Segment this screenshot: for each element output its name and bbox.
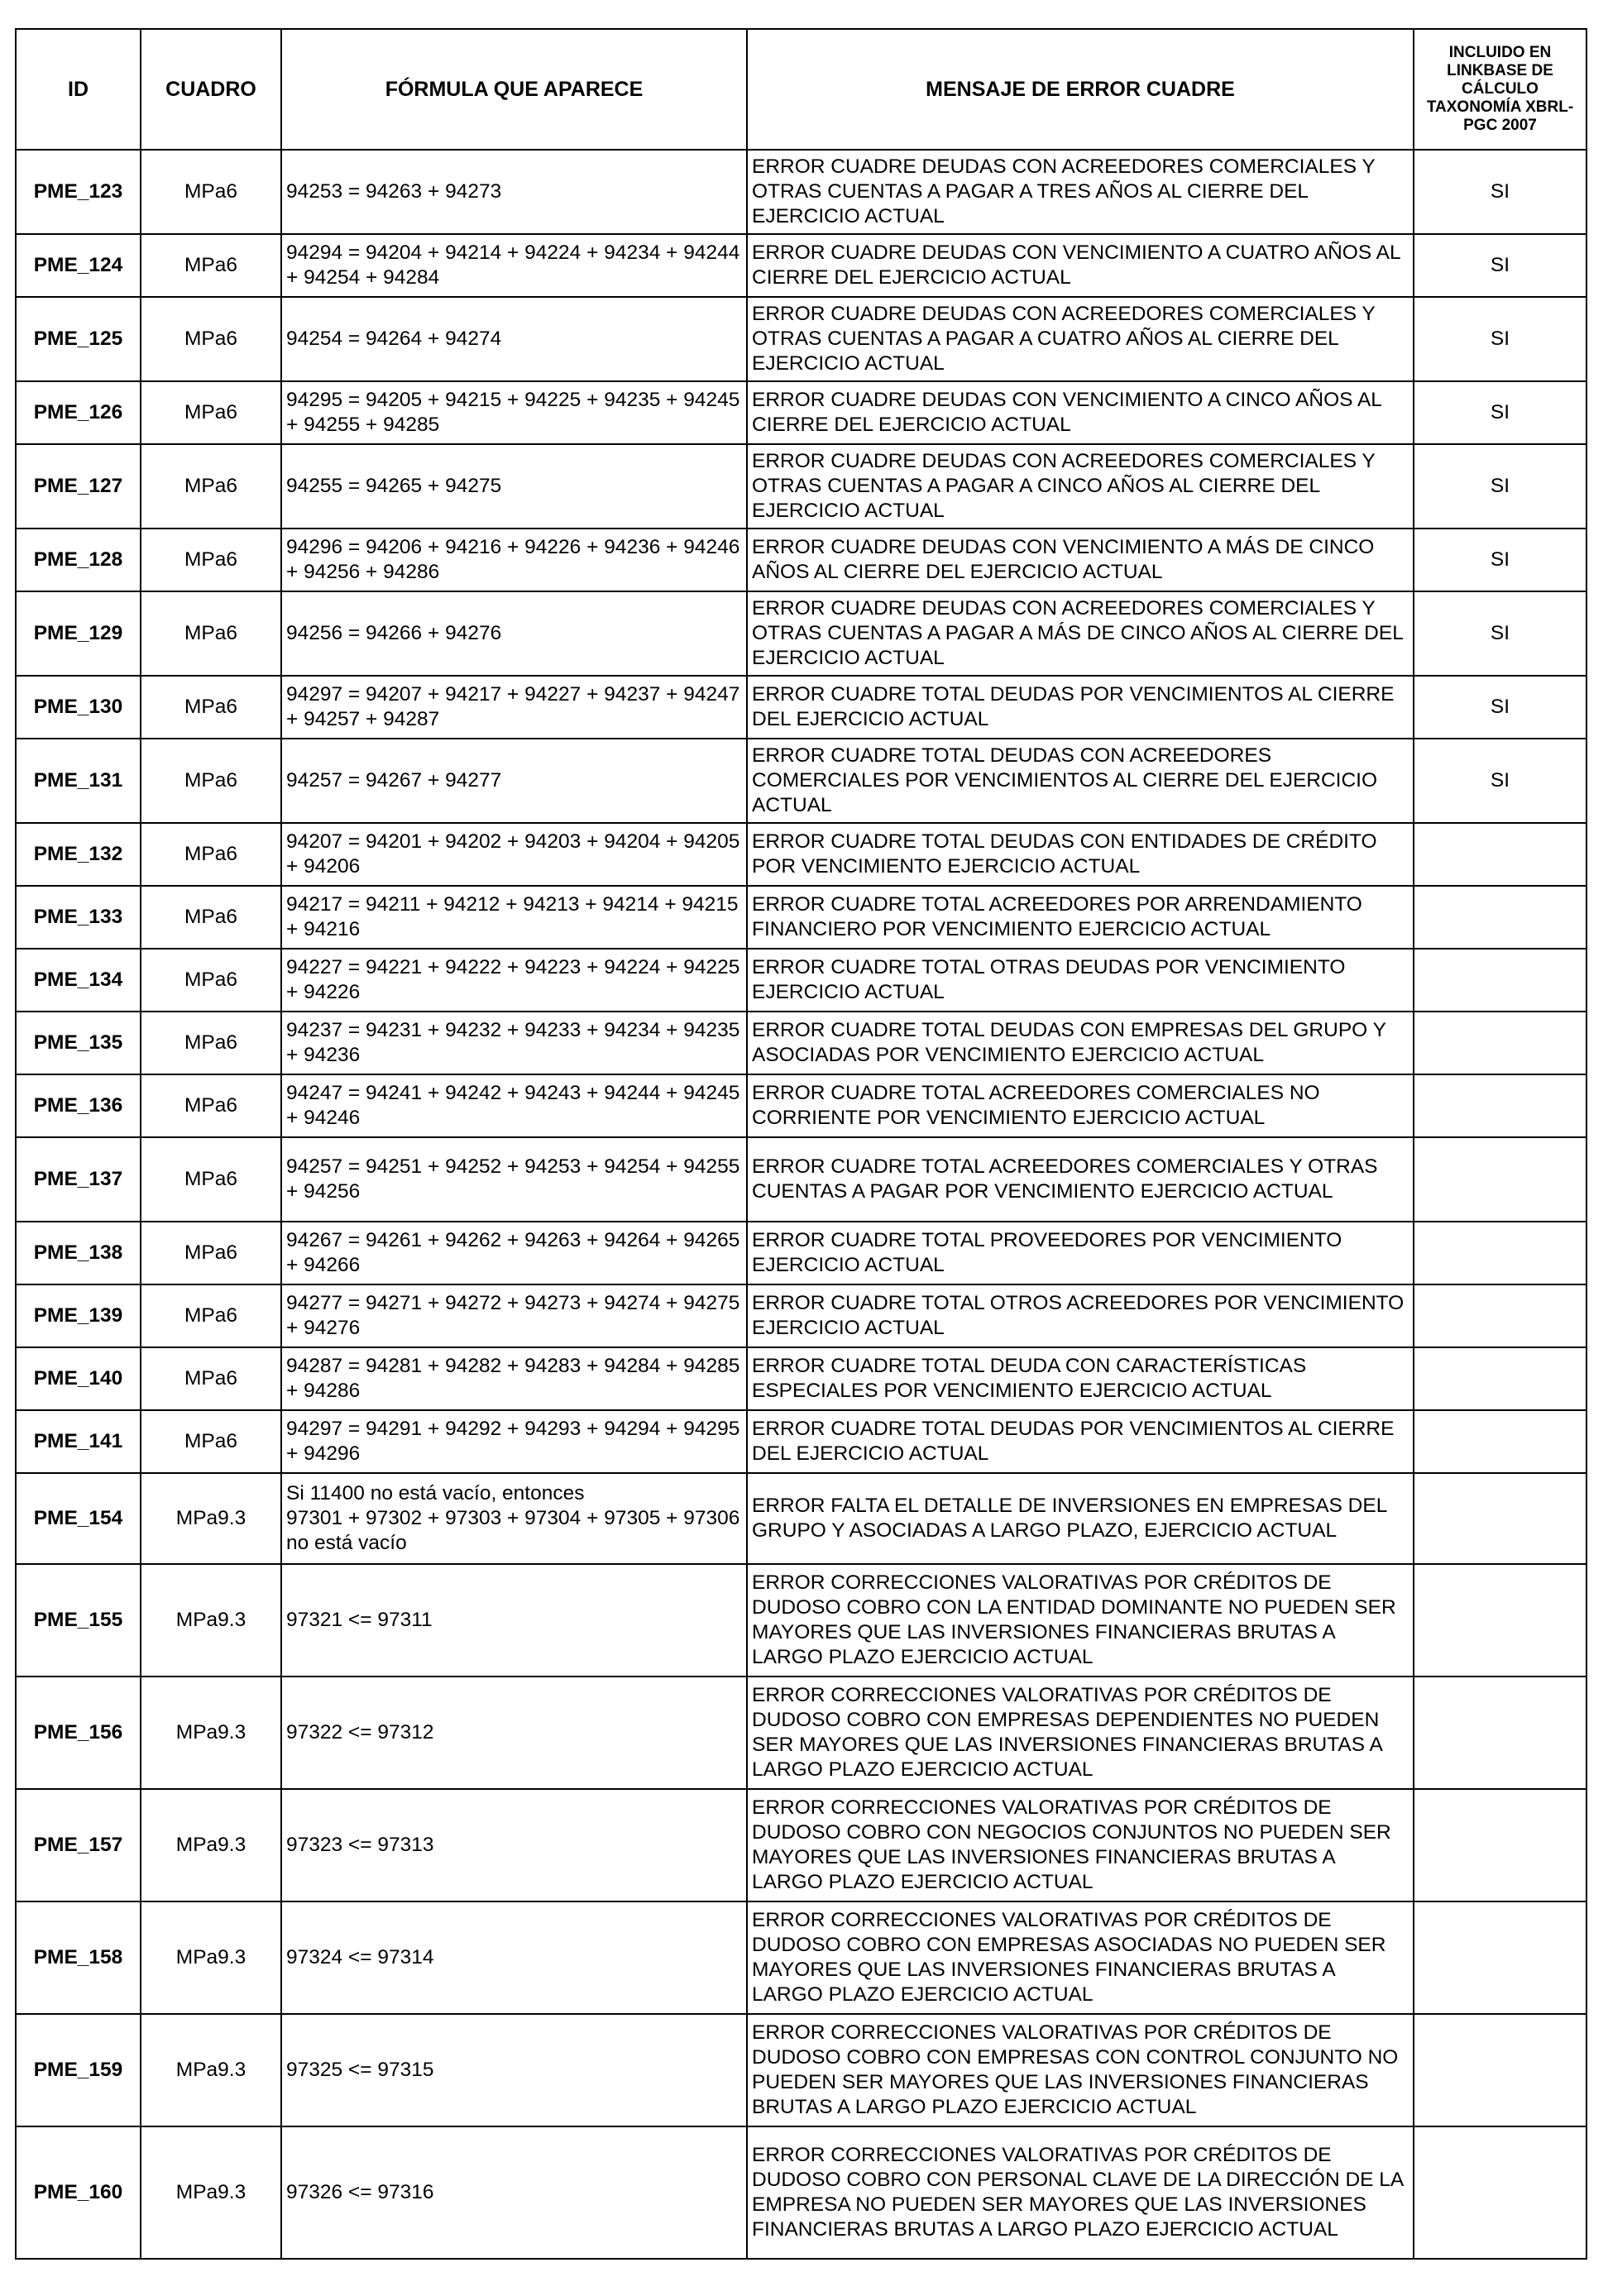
cell-id: PME_134 xyxy=(16,949,141,1012)
cell-incluido: SI xyxy=(1414,739,1586,823)
cell-mensaje: ERROR CUADRE DEUDAS CON VENCIMIENTO A CUATRO AÑOS AL CIERRE DEL EJERCICIO ACTUAL xyxy=(747,234,1414,297)
cell-cuadro: MPa9.3 xyxy=(141,1901,281,2014)
cell-incluido xyxy=(1414,1677,1586,1789)
cell-cuadro: MPa6 xyxy=(141,1074,281,1137)
cell-id: PME_123 xyxy=(16,150,141,234)
cell-cuadro: MPa6 xyxy=(141,823,281,886)
cell-mensaje: ERROR CORRECCIONES VALORATIVAS POR CRÉDITOS DE DUDOSO COBRO CON NEGOCIOS CONJUNTOS NO PUEDEN SER MAYORES QUE LAS INVERSIONES FINANCIERAS BRUTAS A LARGO PLAZO EJERCICIO ACTUAL xyxy=(747,1789,1414,1901)
cell-mensaje: ERROR CUADRE TOTAL DEUDA CON CARACTERÍSTICAS ESPECIALES POR VENCIMIENTO EJERCICIO ACTUAL xyxy=(747,1347,1414,1410)
cell-id: PME_124 xyxy=(16,234,141,297)
cell-formula: 94247 = 94241 + 94242 + 94243 + 94244 + 94245 + 94246 xyxy=(281,1074,747,1137)
table-row xyxy=(16,1473,1586,1564)
header-cuadro: CUADRO xyxy=(141,29,281,150)
cell-formula: 97326 <= 97316 xyxy=(281,2126,747,2259)
cell-incluido xyxy=(1414,949,1586,1012)
cell-incluido xyxy=(1414,1410,1586,1473)
cell-formula: 94277 = 94271 + 94272 + 94273 + 94274 + 94275 + 94276 xyxy=(281,1284,747,1347)
header-mensaje: MENSAJE DE ERROR CUADRE xyxy=(747,29,1414,150)
header-formula: FÓRMULA QUE APARECE xyxy=(281,29,747,150)
cell-mensaje: ERROR CORRECCIONES VALORATIVAS POR CRÉDITOS DE DUDOSO COBRO CON EMPRESAS DEPENDIENTES NO PUEDEN SER MAYORES QUE LAS INVERSIONES FINANCIERAS BRUTAS A LARGO PLAZO EJERCICIO ACTUAL xyxy=(747,1677,1414,1789)
cell-id: PME_160 xyxy=(16,2126,141,2259)
cell-cuadro: MPa6 xyxy=(141,949,281,1012)
cell-mensaje: ERROR CUADRE DEUDAS CON VENCIMIENTO A MÁS DE CINCO AÑOS AL CIERRE DEL EJERCICIO ACTUAL xyxy=(747,529,1414,591)
cell-formula: 94296 = 94206 + 94216 + 94226 + 94236 + 94246 + 94256 + 94286 xyxy=(281,529,747,591)
cell-formula: Si 11400 no está vacío, entonces 97301 + 97302 + 97303 + 97304 + 97305 + 97306 no está vacío xyxy=(281,1473,747,1564)
cell-cuadro: MPa6 xyxy=(141,150,281,234)
cell-mensaje: ERROR CUADRE DEUDAS CON ACREEDORES COMERCIALES Y OTRAS CUENTAS A PAGAR A TRES AÑOS AL CIERRE DEL EJERCICIO ACTUAL xyxy=(747,150,1414,234)
header-row xyxy=(16,29,1586,150)
table-row xyxy=(16,1789,1586,1901)
cell-incluido: SI xyxy=(1414,529,1586,591)
cell-incluido: SI xyxy=(1414,297,1586,381)
table-row xyxy=(16,739,1586,823)
table-row xyxy=(16,2126,1586,2259)
cell-formula: 94237 = 94231 + 94232 + 94233 + 94234 + 94235 + 94236 xyxy=(281,1012,747,1074)
cell-mensaje: ERROR FALTA EL DETALLE DE INVERSIONES EN EMPRESAS DEL GRUPO Y ASOCIADAS A LARGO PLAZO, EJERCICIO ACTUAL xyxy=(747,1473,1414,1564)
cell-id: PME_157 xyxy=(16,1789,141,1901)
cell-mensaje: ERROR CUADRE TOTAL ACREEDORES COMERCIALES NO CORRIENTE POR VENCIMIENTO EJERCICIO ACTUAL xyxy=(747,1074,1414,1137)
cell-incluido: SI xyxy=(1414,234,1586,297)
cell-formula: 94207 = 94201 + 94202 + 94203 + 94204 + 94205 + 94206 xyxy=(281,823,747,886)
table-row xyxy=(16,150,1586,234)
cell-cuadro: MPa6 xyxy=(141,886,281,949)
cell-formula: 94295 = 94205 + 94215 + 94225 + 94235 + 94245 + 94255 + 94285 xyxy=(281,381,747,444)
cell-id: PME_130 xyxy=(16,676,141,739)
cell-formula: 97321 <= 97311 xyxy=(281,1564,747,1677)
table-row xyxy=(16,1222,1586,1284)
cell-mensaje: ERROR CUADRE TOTAL ACREEDORES POR ARRENDAMIENTO FINANCIERO POR VENCIMIENTO EJERCICIO ACTUAL xyxy=(747,886,1414,949)
cell-formula: 94257 = 94251 + 94252 + 94253 + 94254 + 94255 + 94256 xyxy=(281,1137,747,1222)
cell-cuadro: MPa6 xyxy=(141,739,281,823)
cell-mensaje: ERROR CORRECCIONES VALORATIVAS POR CRÉDITOS DE DUDOSO COBRO CON EMPRESAS ASOCIADAS NO PUEDEN SER MAYORES QUE LAS INVERSIONES FINANCIERAS BRUTAS A LARGO PLAZO EJERCICIO ACTUAL xyxy=(747,1901,1414,2014)
cell-mensaje: ERROR CUADRE TOTAL DEUDAS CON ACREEDORES COMERCIALES POR VENCIMIENTOS AL CIERRE DEL EJERCICIO ACTUAL xyxy=(747,739,1414,823)
cell-formula: 94287 = 94281 + 94282 + 94283 + 94284 + 94285 + 94286 xyxy=(281,1347,747,1410)
cell-formula: 94217 = 94211 + 94212 + 94213 + 94214 + 94215 + 94216 xyxy=(281,886,747,949)
table-row xyxy=(16,1564,1586,1677)
cell-cuadro: MPa6 xyxy=(141,1012,281,1074)
cell-cuadro: MPa9.3 xyxy=(141,1564,281,1677)
cell-id: PME_155 xyxy=(16,1564,141,1677)
cell-cuadro: MPa6 xyxy=(141,1347,281,1410)
cell-cuadro: MPa6 xyxy=(141,1284,281,1347)
cell-mensaje: ERROR CUADRE TOTAL DEUDAS CON ENTIDADES DE CRÉDITO POR VENCIMIENTO EJERCICIO ACTUAL xyxy=(747,823,1414,886)
cell-incluido: SI xyxy=(1414,591,1586,676)
cell-incluido xyxy=(1414,886,1586,949)
table-row xyxy=(16,381,1586,444)
cell-mensaje: ERROR CUADRE TOTAL OTROS ACREEDORES POR VENCIMIENTO EJERCICIO ACTUAL xyxy=(747,1284,1414,1347)
cell-formula: 94255 = 94265 + 94275 xyxy=(281,444,747,529)
cell-cuadro: MPa9.3 xyxy=(141,2126,281,2259)
table-row xyxy=(16,591,1586,676)
table-row xyxy=(16,1901,1586,2014)
table-row xyxy=(16,1677,1586,1789)
cell-cuadro: MPa6 xyxy=(141,444,281,529)
cell-mensaje: ERROR CUADRE TOTAL OTRAS DEUDAS POR VENCIMIENTO EJERCICIO ACTUAL xyxy=(747,949,1414,1012)
cell-cuadro: MPa6 xyxy=(141,676,281,739)
cell-id: PME_156 xyxy=(16,1677,141,1789)
cell-formula: 94267 = 94261 + 94262 + 94263 + 94264 + 94265 + 94266 xyxy=(281,1222,747,1284)
cell-id: PME_141 xyxy=(16,1410,141,1473)
cell-incluido: SI xyxy=(1414,150,1586,234)
cell-mensaje: ERROR CUADRE DEUDAS CON ACREEDORES COMERCIALES Y OTRAS CUENTAS A PAGAR A CUATRO AÑOS AL CIERRE DEL EJERCICIO ACTUAL xyxy=(747,297,1414,381)
cell-formula: 97322 <= 97312 xyxy=(281,1677,747,1789)
cell-cuadro: MPa6 xyxy=(141,1137,281,1222)
cell-incluido xyxy=(1414,1074,1586,1137)
cell-formula: 94297 = 94291 + 94292 + 94293 + 94294 + 94295 + 94296 xyxy=(281,1410,747,1473)
cell-incluido xyxy=(1414,1012,1586,1074)
cell-incluido: SI xyxy=(1414,444,1586,529)
cell-cuadro: MPa6 xyxy=(141,1410,281,1473)
cell-cuadro: MPa6 xyxy=(141,234,281,297)
table-row xyxy=(16,1074,1586,1137)
cell-mensaje: ERROR CUADRE DEUDAS CON VENCIMIENTO A CINCO AÑOS AL CIERRE DEL EJERCICIO ACTUAL xyxy=(747,381,1414,444)
cell-id: PME_136 xyxy=(16,1074,141,1137)
cell-id: PME_139 xyxy=(16,1284,141,1347)
validation-rules-table xyxy=(15,28,1587,2260)
table-row xyxy=(16,1137,1586,1222)
cell-formula: 94227 = 94221 + 94222 + 94223 + 94224 + 94225 + 94226 xyxy=(281,949,747,1012)
cell-formula: 97325 <= 97315 xyxy=(281,2014,747,2126)
table-row xyxy=(16,1410,1586,1473)
cell-incluido xyxy=(1414,2126,1586,2259)
cell-id: PME_138 xyxy=(16,1222,141,1284)
cell-mensaje: ERROR CORRECCIONES VALORATIVAS POR CRÉDITOS DE DUDOSO COBRO CON PERSONAL CLAVE DE LA DIRECCIÓN DE LA EMPRESA NO PUEDEN SER MAYORES QUE LAS INVERSIONES FINANCIERAS BRUTAS A LARGO PLAZO EJERCICIO ACTUAL xyxy=(747,2126,1414,2259)
header-incluido: INCLUIDO EN LINKBASE DE CÁLCULO TAXONOMÍA XBRL-PGC 2007 xyxy=(1414,29,1586,150)
cell-id: PME_128 xyxy=(16,529,141,591)
cell-cuadro: MPa6 xyxy=(141,591,281,676)
cell-id: PME_133 xyxy=(16,886,141,949)
cell-mensaje: ERROR CORRECCIONES VALORATIVAS POR CRÉDITOS DE DUDOSO COBRO CON EMPRESAS CON CONTROL CONJUNTO NO PUEDEN SER MAYORES QUE LAS INVERSIONES FINANCIERAS BRUTAS A LARGO PLAZO EJERCICIO ACTUAL xyxy=(747,2014,1414,2126)
cell-mensaje: ERROR CUADRE TOTAL DEUDAS CON EMPRESAS DEL GRUPO Y ASOCIADAS POR VENCIMIENTO EJERCICIO ACTUAL xyxy=(747,1012,1414,1074)
table-body xyxy=(16,150,1586,2259)
table-row xyxy=(16,1012,1586,1074)
cell-cuadro: MPa6 xyxy=(141,1222,281,1284)
header-id: ID xyxy=(16,29,141,150)
cell-formula: 94257 = 94267 + 94277 xyxy=(281,739,747,823)
cell-id: PME_137 xyxy=(16,1137,141,1222)
cell-incluido xyxy=(1414,1284,1586,1347)
cell-mensaje: ERROR CUADRE TOTAL ACREEDORES COMERCIALES Y OTRAS CUENTAS A PAGAR POR VENCIMIENTO EJERCICIO ACTUAL xyxy=(747,1137,1414,1222)
cell-cuadro: MPa6 xyxy=(141,381,281,444)
cell-cuadro: MPa6 xyxy=(141,297,281,381)
table-row xyxy=(16,234,1586,297)
cell-incluido xyxy=(1414,1789,1586,1901)
cell-formula: 94254 = 94264 + 94274 xyxy=(281,297,747,381)
cell-id: PME_125 xyxy=(16,297,141,381)
cell-formula: 97324 <= 97314 xyxy=(281,1901,747,2014)
table-row xyxy=(16,1347,1586,1410)
table-row xyxy=(16,297,1586,381)
cell-cuadro: MPa9.3 xyxy=(141,1677,281,1789)
table-row xyxy=(16,444,1586,529)
table-row xyxy=(16,1284,1586,1347)
cell-incluido xyxy=(1414,1222,1586,1284)
cell-incluido xyxy=(1414,1564,1586,1677)
cell-cuadro: MPa9.3 xyxy=(141,1789,281,1901)
cell-mensaje: ERROR CUADRE TOTAL PROVEEDORES POR VENCIMIENTO EJERCICIO ACTUAL xyxy=(747,1222,1414,1284)
cell-id: PME_158 xyxy=(16,1901,141,2014)
cell-id: PME_131 xyxy=(16,739,141,823)
cell-formula: 97323 <= 97313 xyxy=(281,1789,747,1901)
cell-id: PME_154 xyxy=(16,1473,141,1564)
cell-mensaje: ERROR CORRECCIONES VALORATIVAS POR CRÉDITOS DE DUDOSO COBRO CON LA ENTIDAD DOMINANTE NO PUEDEN SER MAYORES QUE LAS INVERSIONES FINANCIERAS BRUTAS A LARGO PLAZO EJERCICIO ACTUAL xyxy=(747,1564,1414,1677)
cell-cuadro: MPa6 xyxy=(141,529,281,591)
cell-mensaje: ERROR CUADRE DEUDAS CON ACREEDORES COMERCIALES Y OTRAS CUENTAS A PAGAR A MÁS DE CINCO AÑOS AL CIERRE DEL EJERCICIO ACTUAL xyxy=(747,591,1414,676)
cell-incluido xyxy=(1414,823,1586,886)
cell-incluido: SI xyxy=(1414,381,1586,444)
cell-incluido xyxy=(1414,1473,1586,1564)
cell-incluido xyxy=(1414,1137,1586,1222)
table-row xyxy=(16,823,1586,886)
table-row xyxy=(16,2014,1586,2126)
cell-formula: 94253 = 94263 + 94273 xyxy=(281,150,747,234)
cell-incluido xyxy=(1414,1901,1586,2014)
table-row xyxy=(16,676,1586,739)
cell-incluido xyxy=(1414,2014,1586,2126)
cell-formula: 94297 = 94207 + 94217 + 94227 + 94237 + 94247 + 94257 + 94287 xyxy=(281,676,747,739)
cell-mensaje: ERROR CUADRE TOTAL DEUDAS POR VENCIMIENTOS AL CIERRE DEL EJERCICIO ACTUAL xyxy=(747,1410,1414,1473)
cell-formula: 94256 = 94266 + 94276 xyxy=(281,591,747,676)
cell-mensaje: ERROR CUADRE TOTAL DEUDAS POR VENCIMIENTOS AL CIERRE DEL EJERCICIO ACTUAL xyxy=(747,676,1414,739)
cell-id: PME_132 xyxy=(16,823,141,886)
table-row xyxy=(16,949,1586,1012)
cell-incluido xyxy=(1414,1347,1586,1410)
cell-id: PME_129 xyxy=(16,591,141,676)
cell-id: PME_127 xyxy=(16,444,141,529)
table-row xyxy=(16,529,1586,591)
table-header xyxy=(16,29,1586,150)
cell-mensaje: ERROR CUADRE DEUDAS CON ACREEDORES COMERCIALES Y OTRAS CUENTAS A PAGAR A CINCO AÑOS AL CIERRE DEL EJERCICIO ACTUAL xyxy=(747,444,1414,529)
table-row xyxy=(16,886,1586,949)
cell-cuadro: MPa9.3 xyxy=(141,2014,281,2126)
cell-incluido: SI xyxy=(1414,676,1586,739)
cell-id: PME_135 xyxy=(16,1012,141,1074)
cell-cuadro: MPa9.3 xyxy=(141,1473,281,1564)
cell-formula: 94294 = 94204 + 94214 + 94224 + 94234 + 94244 + 94254 + 94284 xyxy=(281,234,747,297)
cell-id: PME_159 xyxy=(16,2014,141,2126)
cell-id: PME_140 xyxy=(16,1347,141,1410)
cell-id: PME_126 xyxy=(16,381,141,444)
